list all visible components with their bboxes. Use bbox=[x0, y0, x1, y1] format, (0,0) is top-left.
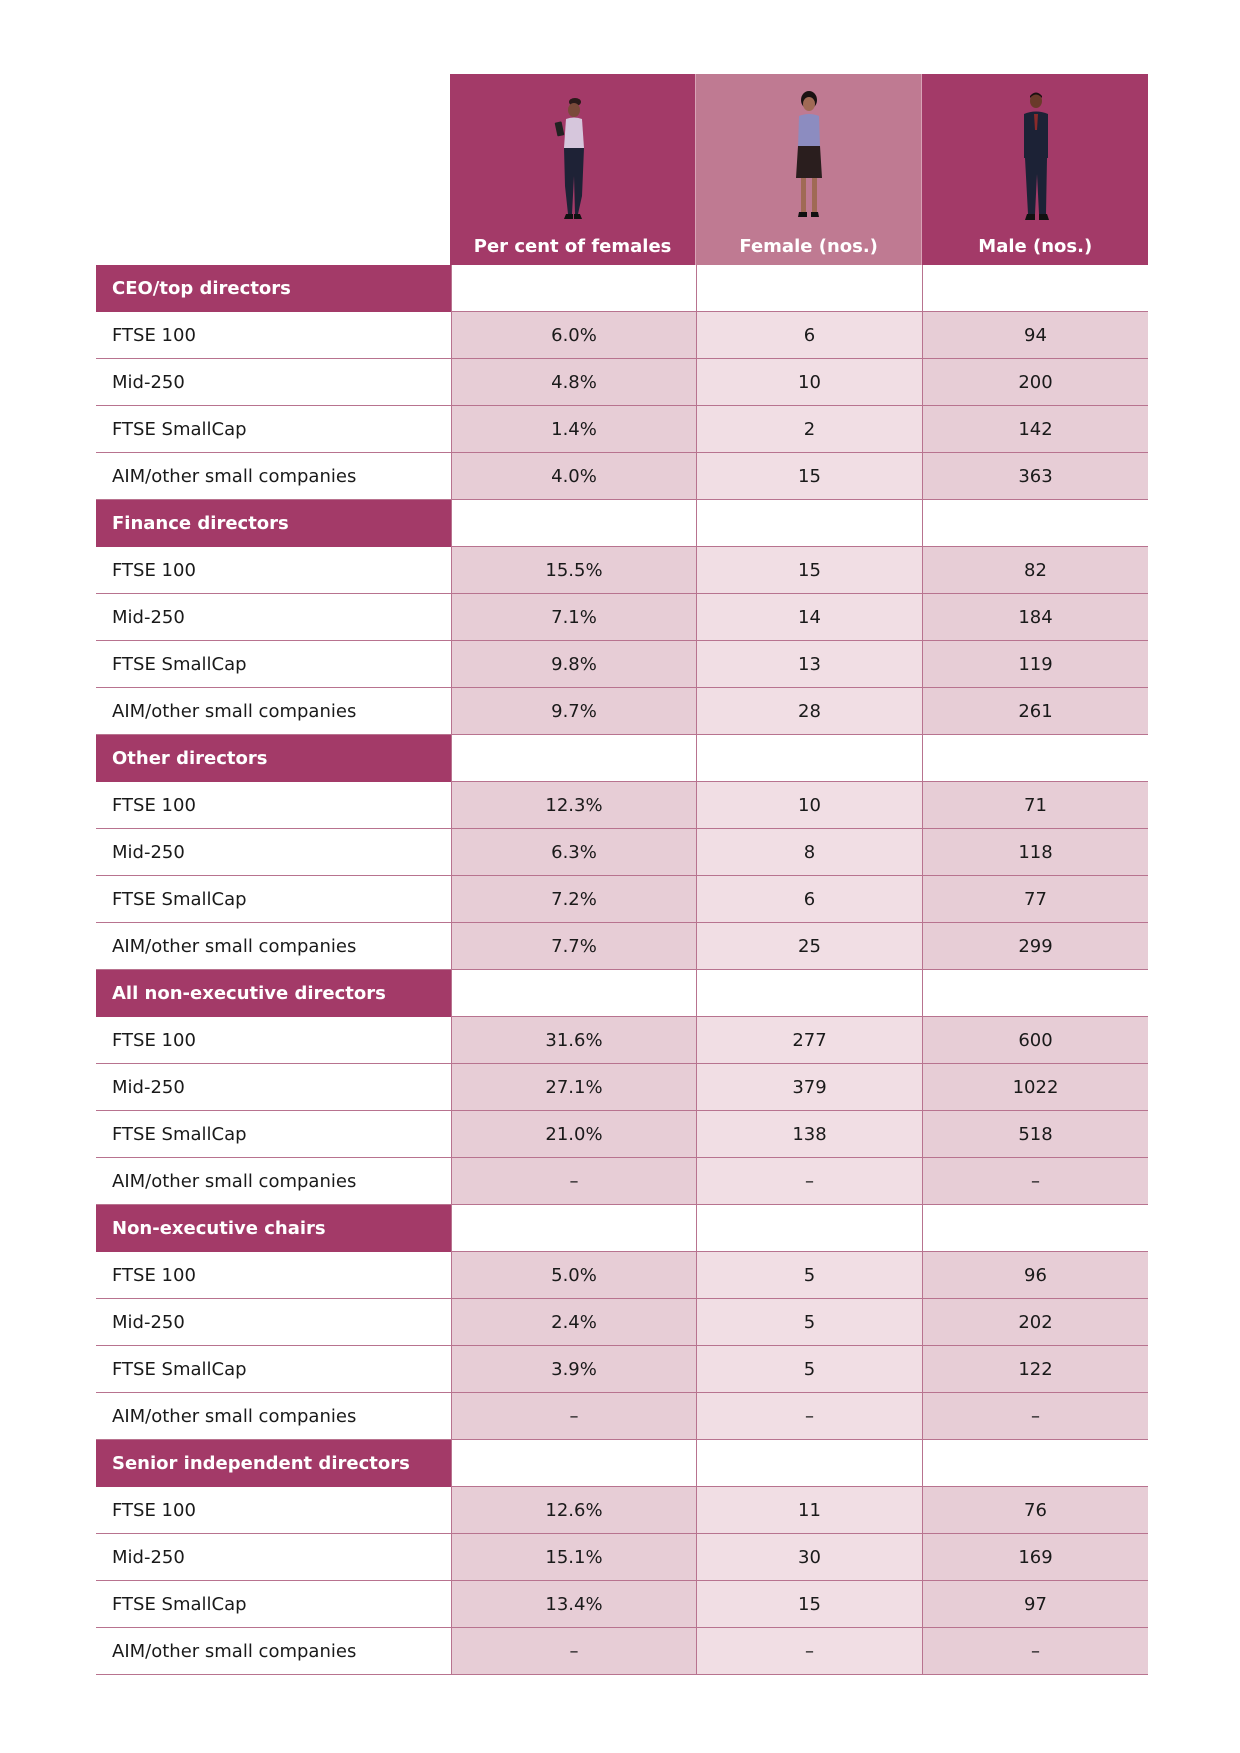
header-label-female-count: Female (nos.) bbox=[739, 236, 878, 257]
section-title: Other directors bbox=[96, 735, 451, 782]
directors-gender-table bbox=[96, 74, 1148, 1675]
row-label: FTSE SmallCap bbox=[96, 406, 451, 453]
row-label: FTSE 100 bbox=[96, 547, 451, 594]
male-count-cell: 118 bbox=[922, 829, 1148, 876]
female-count-cell: 30 bbox=[696, 1534, 922, 1581]
male-count-cell: 169 bbox=[922, 1534, 1148, 1581]
table-row bbox=[96, 1158, 1148, 1205]
row-label: FTSE SmallCap bbox=[96, 1111, 451, 1158]
section-title: Senior independent directors bbox=[96, 1440, 451, 1487]
section-title: Non-executive chairs bbox=[96, 1205, 451, 1252]
table-row bbox=[96, 312, 1148, 359]
female-count-cell: 5 bbox=[696, 1346, 922, 1393]
percent-females-cell: 6.3% bbox=[451, 829, 696, 876]
percent-females-cell: 7.2% bbox=[451, 876, 696, 923]
male-count-cell: – bbox=[922, 1158, 1148, 1205]
section-title: CEO/top directors bbox=[96, 265, 451, 312]
female-count-cell: – bbox=[696, 1158, 922, 1205]
table-row bbox=[96, 641, 1148, 688]
female-count-cell: 13 bbox=[696, 641, 922, 688]
female-count-cell: 10 bbox=[696, 782, 922, 829]
row-label: FTSE 100 bbox=[96, 1487, 451, 1534]
female-count-cell: 11 bbox=[696, 1487, 922, 1534]
row-label: FTSE 100 bbox=[96, 782, 451, 829]
percent-females-cell: 31.6% bbox=[451, 1017, 696, 1064]
row-label: Mid-250 bbox=[96, 1534, 451, 1581]
section-empty-cell bbox=[451, 500, 696, 547]
male-count-cell: 77 bbox=[922, 876, 1148, 923]
percent-females-cell: 9.7% bbox=[451, 688, 696, 735]
male-count-cell: 94 bbox=[922, 312, 1148, 359]
male-count-cell: 184 bbox=[922, 594, 1148, 641]
header-percent-females bbox=[450, 74, 695, 265]
header-spacer bbox=[96, 74, 450, 265]
table-row bbox=[96, 1252, 1148, 1299]
percent-females-cell: – bbox=[451, 1393, 696, 1440]
row-label: Mid-250 bbox=[96, 594, 451, 641]
male-count-cell: 363 bbox=[922, 453, 1148, 500]
male-count-cell: 76 bbox=[922, 1487, 1148, 1534]
female-count-cell: 15 bbox=[696, 453, 922, 500]
female-count-cell: 6 bbox=[696, 876, 922, 923]
table-row bbox=[96, 1346, 1148, 1393]
row-label: FTSE SmallCap bbox=[96, 641, 451, 688]
percent-females-cell: 7.7% bbox=[451, 923, 696, 970]
section-empty-cell bbox=[451, 1205, 696, 1252]
section-empty-cell bbox=[922, 970, 1148, 1017]
section-empty-cell bbox=[451, 265, 696, 312]
percent-females-cell: 15.1% bbox=[451, 1534, 696, 1581]
row-label: FTSE SmallCap bbox=[96, 1346, 451, 1393]
female-count-cell: 5 bbox=[696, 1299, 922, 1346]
section-empty-cell bbox=[451, 735, 696, 782]
male-count-cell: 518 bbox=[922, 1111, 1148, 1158]
table-row bbox=[96, 688, 1148, 735]
percent-females-cell: 9.8% bbox=[451, 641, 696, 688]
male-count-cell: 82 bbox=[922, 547, 1148, 594]
male-count-cell: 96 bbox=[922, 1252, 1148, 1299]
table-row bbox=[96, 547, 1148, 594]
businessman-icon bbox=[1010, 86, 1060, 224]
percent-females-cell: 2.4% bbox=[451, 1299, 696, 1346]
female-count-cell: 277 bbox=[696, 1017, 922, 1064]
female-count-cell: 138 bbox=[696, 1111, 922, 1158]
section-header-row bbox=[96, 735, 1148, 782]
percent-females-cell: 13.4% bbox=[451, 1581, 696, 1628]
percent-females-cell: 6.0% bbox=[451, 312, 696, 359]
section-empty-cell bbox=[922, 1205, 1148, 1252]
row-label: AIM/other small companies bbox=[96, 1158, 451, 1205]
percent-females-cell: – bbox=[451, 1158, 696, 1205]
percent-females-cell: 7.1% bbox=[451, 594, 696, 641]
percent-females-cell: 4.8% bbox=[451, 359, 696, 406]
section-empty-cell bbox=[451, 1440, 696, 1487]
row-label: FTSE 100 bbox=[96, 312, 451, 359]
table-row bbox=[96, 1299, 1148, 1346]
percent-females-cell: 5.0% bbox=[451, 1252, 696, 1299]
female-count-cell: 10 bbox=[696, 359, 922, 406]
row-label: Mid-250 bbox=[96, 1064, 451, 1111]
row-label: FTSE SmallCap bbox=[96, 876, 451, 923]
row-label: AIM/other small companies bbox=[96, 1628, 451, 1675]
row-label: Mid-250 bbox=[96, 829, 451, 876]
businesswoman-skirt-icon bbox=[784, 86, 834, 224]
section-title: Finance directors bbox=[96, 500, 451, 547]
male-count-cell: 71 bbox=[922, 782, 1148, 829]
row-label: FTSE 100 bbox=[96, 1017, 451, 1064]
table-header bbox=[96, 74, 1148, 265]
table-row bbox=[96, 594, 1148, 641]
female-count-cell: – bbox=[696, 1628, 922, 1675]
table-row bbox=[96, 876, 1148, 923]
row-label: FTSE SmallCap bbox=[96, 1581, 451, 1628]
section-header-row bbox=[96, 1205, 1148, 1252]
percent-females-cell: 27.1% bbox=[451, 1064, 696, 1111]
table-row bbox=[96, 359, 1148, 406]
section-empty-cell bbox=[696, 970, 922, 1017]
section-empty-cell bbox=[922, 735, 1148, 782]
section-title: All non-executive directors bbox=[96, 970, 451, 1017]
section-empty-cell bbox=[696, 1440, 922, 1487]
header-label-percent-females: Per cent of females bbox=[473, 236, 672, 257]
section-empty-cell bbox=[451, 970, 696, 1017]
female-count-cell: 15 bbox=[696, 1581, 922, 1628]
percent-females-cell: 21.0% bbox=[451, 1111, 696, 1158]
header-female-count bbox=[695, 74, 922, 265]
female-count-cell: 2 bbox=[696, 406, 922, 453]
table-row bbox=[96, 829, 1148, 876]
table-body bbox=[96, 265, 1148, 1675]
table-row bbox=[96, 1534, 1148, 1581]
male-count-cell: 97 bbox=[922, 1581, 1148, 1628]
row-label: Mid-250 bbox=[96, 1299, 451, 1346]
table-row bbox=[96, 1487, 1148, 1534]
male-count-cell: – bbox=[922, 1628, 1148, 1675]
row-label: AIM/other small companies bbox=[96, 923, 451, 970]
section-empty-cell bbox=[696, 1205, 922, 1252]
female-count-cell: 5 bbox=[696, 1252, 922, 1299]
table-row bbox=[96, 1017, 1148, 1064]
header-label-male-count: Male (nos.) bbox=[978, 236, 1093, 257]
percent-females-cell: 15.5% bbox=[451, 547, 696, 594]
section-empty-cell bbox=[696, 265, 922, 312]
female-count-cell: 15 bbox=[696, 547, 922, 594]
percent-females-cell: 4.0% bbox=[451, 453, 696, 500]
percent-females-cell: 12.6% bbox=[451, 1487, 696, 1534]
female-count-cell: 379 bbox=[696, 1064, 922, 1111]
table-row bbox=[96, 1064, 1148, 1111]
section-header-row bbox=[96, 1440, 1148, 1487]
table-row bbox=[96, 782, 1148, 829]
female-count-cell: 28 bbox=[696, 688, 922, 735]
row-label: FTSE 100 bbox=[96, 1252, 451, 1299]
table-row bbox=[96, 923, 1148, 970]
female-count-cell: 14 bbox=[696, 594, 922, 641]
male-count-cell: 119 bbox=[922, 641, 1148, 688]
section-header-row bbox=[96, 500, 1148, 547]
row-label: AIM/other small companies bbox=[96, 688, 451, 735]
table-row bbox=[96, 1581, 1148, 1628]
section-empty-cell bbox=[696, 735, 922, 782]
table-row bbox=[96, 453, 1148, 500]
table-row bbox=[96, 406, 1148, 453]
male-count-cell: 600 bbox=[922, 1017, 1148, 1064]
male-count-cell: 261 bbox=[922, 688, 1148, 735]
row-label: AIM/other small companies bbox=[96, 1393, 451, 1440]
male-count-cell: 202 bbox=[922, 1299, 1148, 1346]
female-count-cell: 6 bbox=[696, 312, 922, 359]
section-header-row bbox=[96, 265, 1148, 312]
percent-females-cell: – bbox=[451, 1628, 696, 1675]
male-count-cell: 1022 bbox=[922, 1064, 1148, 1111]
row-label: Mid-250 bbox=[96, 359, 451, 406]
male-count-cell: 122 bbox=[922, 1346, 1148, 1393]
male-count-cell: 142 bbox=[922, 406, 1148, 453]
section-empty-cell bbox=[696, 500, 922, 547]
section-empty-cell bbox=[922, 500, 1148, 547]
female-count-cell: 25 bbox=[696, 923, 922, 970]
row-label: AIM/other small companies bbox=[96, 453, 451, 500]
table-row bbox=[96, 1628, 1148, 1675]
header-male-count bbox=[921, 74, 1148, 265]
table-row bbox=[96, 1393, 1148, 1440]
table-row bbox=[96, 1111, 1148, 1158]
percent-females-cell: 3.9% bbox=[451, 1346, 696, 1393]
section-empty-cell bbox=[922, 265, 1148, 312]
businesswoman-tablet-icon bbox=[548, 86, 598, 224]
female-count-cell: – bbox=[696, 1393, 922, 1440]
percent-females-cell: 1.4% bbox=[451, 406, 696, 453]
male-count-cell: 299 bbox=[922, 923, 1148, 970]
section-header-row bbox=[96, 970, 1148, 1017]
male-count-cell: 200 bbox=[922, 359, 1148, 406]
percent-females-cell: 12.3% bbox=[451, 782, 696, 829]
section-empty-cell bbox=[922, 1440, 1148, 1487]
male-count-cell: – bbox=[922, 1393, 1148, 1440]
female-count-cell: 8 bbox=[696, 829, 922, 876]
